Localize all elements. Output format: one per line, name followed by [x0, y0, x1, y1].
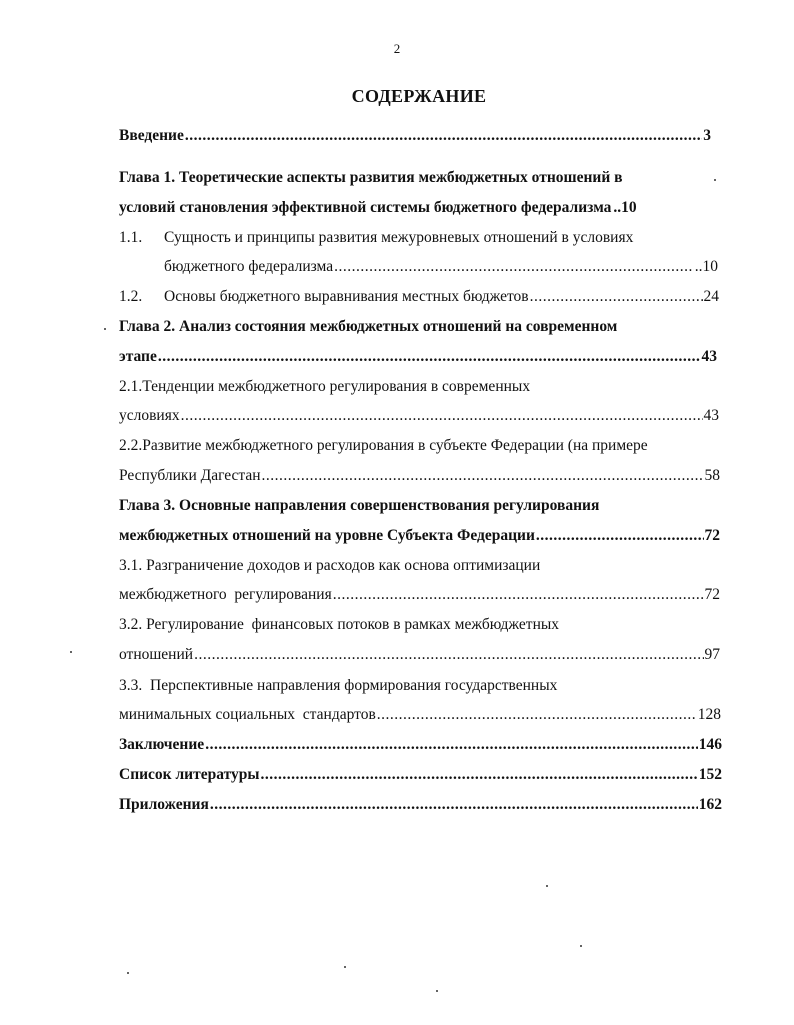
scan-speck — [580, 945, 582, 947]
toc-page-number: 162 — [698, 796, 722, 813]
toc-page-number: 72 — [704, 527, 720, 544]
dot-leader — [536, 526, 704, 546]
dot-leader — [334, 257, 694, 277]
toc-page-number: ..10 — [694, 258, 718, 275]
toc-entry-label: Заключение — [119, 736, 205, 753]
toc-section-2-2[interactable] — [119, 466, 720, 486]
dot-leader — [530, 287, 703, 307]
dot-leader — [377, 705, 697, 725]
toc-page-number: 58 — [704, 467, 720, 484]
scan-speck — [714, 179, 716, 181]
dot-leader — [185, 126, 702, 146]
toc-section-3-2[interactable] — [119, 645, 720, 665]
toc-entry-label: этапе — [119, 348, 157, 365]
page-number: 2 — [393, 41, 401, 56]
dot-leader — [262, 466, 704, 486]
toc-section-2-2-line1[interactable]: 2.2.Развитие межбюджетного регулирования в субъекте Федерации (на примере — [119, 437, 648, 454]
scan-speck — [127, 972, 129, 974]
toc-entry-label: минимальных социальных стандартов — [119, 706, 376, 723]
toc-section-3-3[interactable] — [119, 705, 721, 725]
scan-speck — [70, 651, 72, 653]
toc-entry-label: отношений — [119, 646, 194, 663]
dot-leader — [333, 585, 704, 605]
toc-page-number: 146 — [698, 736, 722, 753]
toc-page-number: 24 — [703, 288, 719, 305]
toc-entry-label: условиях — [119, 407, 180, 424]
toc-page-number: ..10 — [613, 199, 637, 216]
toc-entry-intro[interactable] — [119, 126, 711, 146]
toc-section-3-1-line1[interactable]: 3.1. Разграничение доходов и расходов как основа оптимизации — [119, 557, 541, 574]
toc-section-3-1[interactable] — [119, 585, 720, 605]
scan-speck — [344, 966, 346, 968]
toc-page-number: 43 — [703, 407, 719, 424]
toc-page-number: 97 — [704, 646, 720, 663]
dot-leader — [181, 406, 703, 426]
scan-speck — [436, 990, 438, 992]
toc-chapter-3[interactable] — [119, 526, 720, 546]
toc-page-number: 43 — [701, 348, 717, 365]
toc-entry-label: бюджетного федерализма — [164, 258, 334, 275]
toc-page-number: 3 — [703, 127, 711, 144]
toc-chapter-1[interactable] — [119, 198, 719, 218]
toc-entry-label: Введение — [119, 127, 184, 144]
dot-leader — [205, 735, 698, 755]
toc-section-3-2-line1[interactable]: 3.2. Регулирование финансовых потоков в рамках межбюджетных — [119, 616, 560, 633]
toc-entry-label: межбюджетного регулирования — [119, 586, 332, 603]
toc-section-1-1[interactable] — [164, 257, 718, 277]
dot-leader — [158, 347, 701, 367]
dot-leader — [210, 795, 698, 815]
scan-speck — [104, 328, 106, 330]
toc-entry-label: условий становления эффективной системы бюджетного федерализма — [119, 199, 612, 216]
toc-entry-references[interactable] — [119, 765, 722, 785]
toc-entry-label: Республики Дагестан — [119, 467, 261, 484]
toc-page-number: 72 — [704, 586, 720, 603]
toc-chapter-2[interactable] — [119, 347, 717, 367]
toc-section-1-1-number: 1.1. — [119, 229, 143, 246]
toc-section-2-1-line1[interactable]: 2.1.Тенденции межбюджетного регулирования в современных — [119, 378, 531, 395]
scan-speck — [546, 885, 548, 887]
toc-entry-label: Приложения — [119, 796, 209, 813]
toc-entry-label: межбюджетных отношений на уровне Субъекта Федерации — [119, 527, 535, 544]
toc-section-3-3-line1[interactable]: 3.3. Перспективные направления формирования государственных — [119, 677, 558, 694]
toc-entry-appendices[interactable] — [119, 795, 722, 815]
toc-entry-label: Основы бюджетного выравнивания местных бюджетов — [164, 288, 529, 305]
dot-leader — [194, 645, 703, 665]
toc-chapter-2-line1[interactable]: Глава 2. Анализ состояния межбюджетных отношений на современном — [119, 318, 618, 335]
toc-chapter-1-line1[interactable]: Глава 1. Теоретические аспекты развития межбюджетных отношений в — [119, 169, 623, 186]
toc-section-1-1-line1[interactable]: Сущность и принципы развития межуровневых отношений в условиях — [164, 229, 634, 246]
toc-entry-conclusion[interactable] — [119, 735, 722, 755]
toc-page-number: 128 — [697, 706, 721, 723]
dot-leader — [260, 765, 697, 785]
toc-section-1-2-number: 1.2. — [119, 288, 143, 305]
toc-entry-label: Список литературы — [119, 766, 260, 783]
toc-section-1-2[interactable] — [164, 287, 719, 307]
toc-section-2-1[interactable] — [119, 406, 719, 426]
page-title: СОДЕРЖАНИЕ — [351, 86, 487, 106]
toc-page-number: 152 — [698, 766, 722, 783]
toc-chapter-3-line1[interactable]: Глава 3. Основные направления совершенствования регулирования — [119, 497, 600, 514]
